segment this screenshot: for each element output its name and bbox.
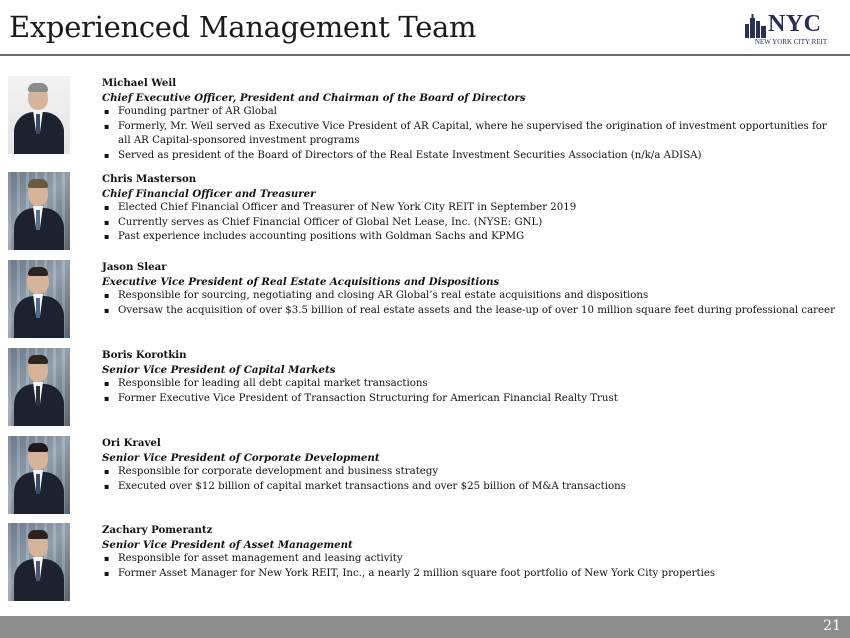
bullet-item: ▪ Responsible for leading all debt capital market transactions <box>102 377 842 392</box>
member-role: Executive Vice President of Real Estate Acquisitions and Dispositions <box>102 275 500 288</box>
logo-subtitle: NEW YORK CITY REIT <box>754 38 828 46</box>
bullet-item: ▪ Former Asset Manager for New York REIT, Inc., a nearly 2 million square foot portfolio of New York City properties <box>102 567 842 582</box>
member-name: Zachary Pomerantz <box>102 524 213 536</box>
member-name: Boris Korotkin <box>102 349 187 361</box>
bullet-item: ▪ Elected Chief Financial Officer and Treasurer of New York City REIT in September 2019 <box>102 201 842 216</box>
bullet-item: ▪ Served as president of the Board of Directors of the Real Estate Investment Securities Association (n/k/a ADISA) <box>102 149 842 164</box>
headshot-photo <box>8 523 70 601</box>
bullet-item: ▪ Oversaw the acquisition of over $3.5 billion of real estate assets and the lease-up of over 10 million square feet during professional career <box>102 304 842 319</box>
skyline-icon <box>745 12 767 38</box>
title-divider <box>0 54 850 56</box>
bullet-list <box>102 201 842 245</box>
member-name: Michael Weil <box>102 77 177 89</box>
member-role: Chief Executive Officer, President and Chairman of the Board of Directors <box>102 91 526 104</box>
bullet-item: ▪ Former Executive Vice President of Transaction Structuring for American Financial Realty Trust <box>102 392 842 407</box>
bullet-item: ▪ Past experience includes accounting positions with Goldman Sachs and KPMG <box>102 230 842 245</box>
company-logo <box>745 12 837 50</box>
slide-title: Experienced Management Team <box>9 10 477 44</box>
bullet-item: ▪ Responsible for asset management and leasing activity <box>102 552 842 567</box>
member-name: Jason Slear <box>102 261 167 273</box>
headshot-photo <box>8 76 70 154</box>
bullet-item: ▪ Formerly, Mr. Weil served as Executive Vice President of AR Capital, where he supervised the origination of investment opportunities for all AR Capital-sponsored investment programs <box>102 120 842 149</box>
bullet-item: ▪ Founding partner of AR Global <box>102 105 842 120</box>
member-role: Senior Vice President of Asset Management <box>102 538 353 551</box>
bullet-list <box>102 289 842 318</box>
member-name: Chris Masterson <box>102 173 197 185</box>
headshot-photo <box>8 436 70 514</box>
bullet-item: ▪ Executed over $12 billion of capital market transactions and over $25 billion of M&A transactions <box>102 480 842 495</box>
footer-bar <box>0 616 850 638</box>
member-role: Senior Vice President of Capital Markets <box>102 363 336 376</box>
bullet-list <box>102 465 842 494</box>
logo-mark: NYC <box>768 11 822 37</box>
bullet-list <box>102 105 842 163</box>
member-name: Ori Kravel <box>102 437 161 449</box>
page-number: 21 <box>823 618 841 634</box>
member-role: Chief Financial Officer and Treasurer <box>102 187 316 200</box>
bullet-item: ▪ Currently serves as Chief Financial Officer of Global Net Lease, Inc. (NYSE: GNL) <box>102 216 842 231</box>
headshot-photo <box>8 260 70 338</box>
member-role: Senior Vice President of Corporate Development <box>102 451 380 464</box>
bullet-list <box>102 552 842 581</box>
bullet-item: ▪ Responsible for sourcing, negotiating and closing AR Global’s real estate acquisitions and dispositions <box>102 289 842 304</box>
bullet-list <box>102 377 842 406</box>
headshot-photo <box>8 172 70 250</box>
headshot-photo <box>8 348 70 426</box>
bullet-item: ▪ Responsible for corporate development and business strategy <box>102 465 842 480</box>
